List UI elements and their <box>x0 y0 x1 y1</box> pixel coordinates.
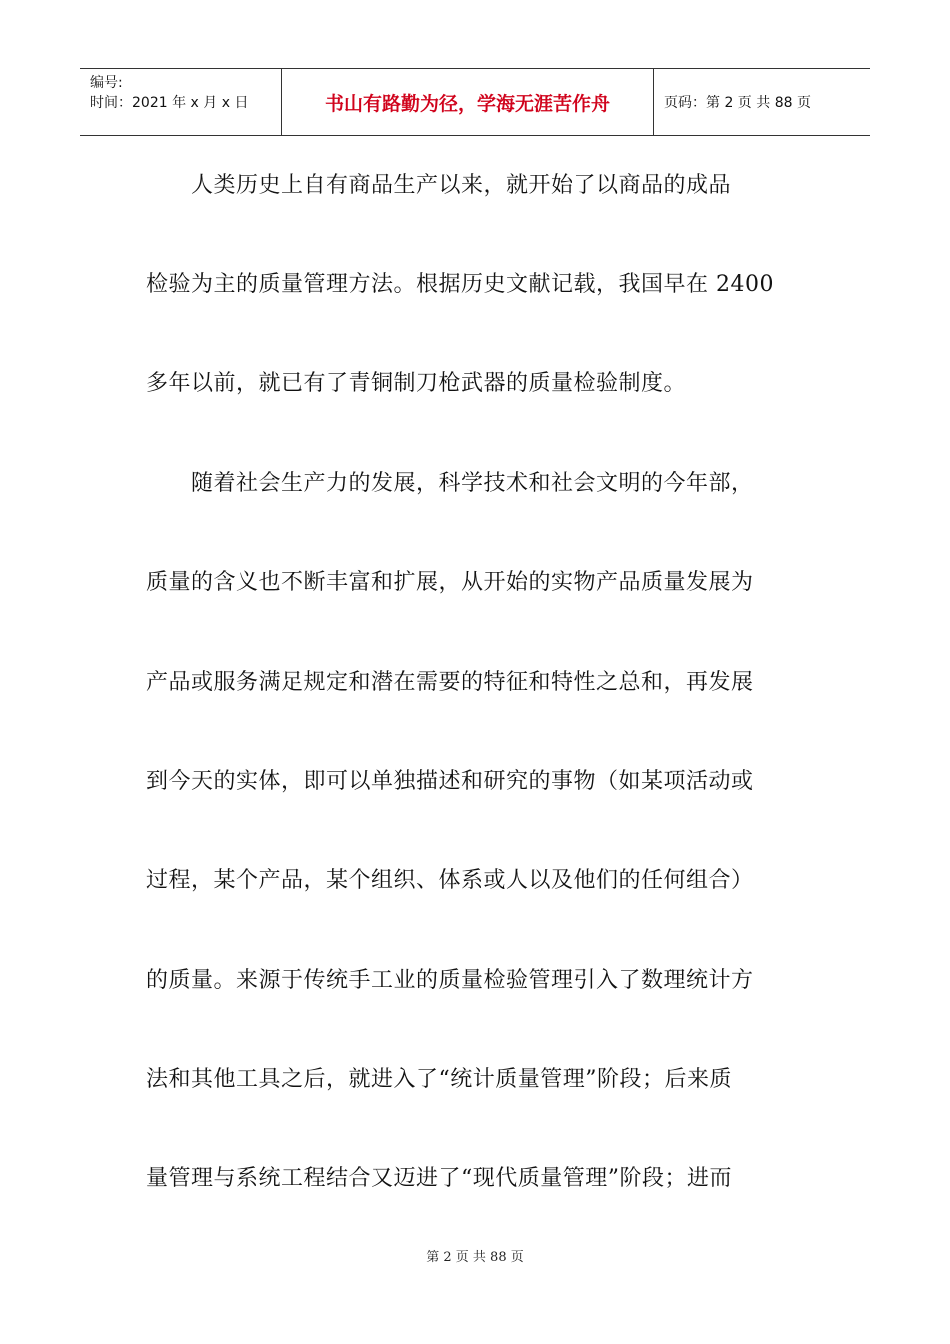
body-line: 的质量。来源于传统手工业的质量检验管理引入了数理统计方 <box>146 968 754 993</box>
body-line: 检验为主的质量管理方法。根据历史文献记载，我国早在 2400 <box>146 272 774 297</box>
body-line: 到今天的实体，即可以单独描述和研究的事物（如某项活动或 <box>146 769 754 794</box>
body-line: 产品或服务满足规定和潜在需要的特征和特性之总和，再发展 <box>146 670 754 695</box>
document-header <box>80 68 870 136</box>
date-label: 时间：2021 年 x 月 x 日 <box>90 95 249 111</box>
page-footer: 第 2 页 共 88 页 <box>426 1250 524 1265</box>
body-line: 过程，某个产品，某个组织、体系或人以及他们的任何组合） <box>146 868 754 893</box>
body-line: 量管理与系统工程结合又迈进了“现代质量管理”阶段；进而 <box>146 1166 732 1191</box>
body-line: 人类历史上自有商品生产以来，就开始了以商品的成品 <box>146 173 732 198</box>
header-meta <box>80 69 282 135</box>
header-page-info: 页码：第 2 页 共 88 页 <box>664 95 811 111</box>
serial-number-label: 编号: <box>90 75 123 91</box>
header-motto: 书山有路勤为径，学海无涯苦作舟 <box>282 69 654 135</box>
body-line: 多年以前，就已有了青铜制刀枪武器的质量检验制度。 <box>146 371 687 396</box>
body-line: 随着社会生产力的发展，科学技术和社会文明的今年部， <box>146 471 754 496</box>
body-line: 质量的含义也不断丰富和扩展，从开始的实物产品质量发展为 <box>146 570 754 595</box>
body-line: 法和其他工具之后，就进入了“统计质量管理”阶段；后来质 <box>146 1067 732 1092</box>
